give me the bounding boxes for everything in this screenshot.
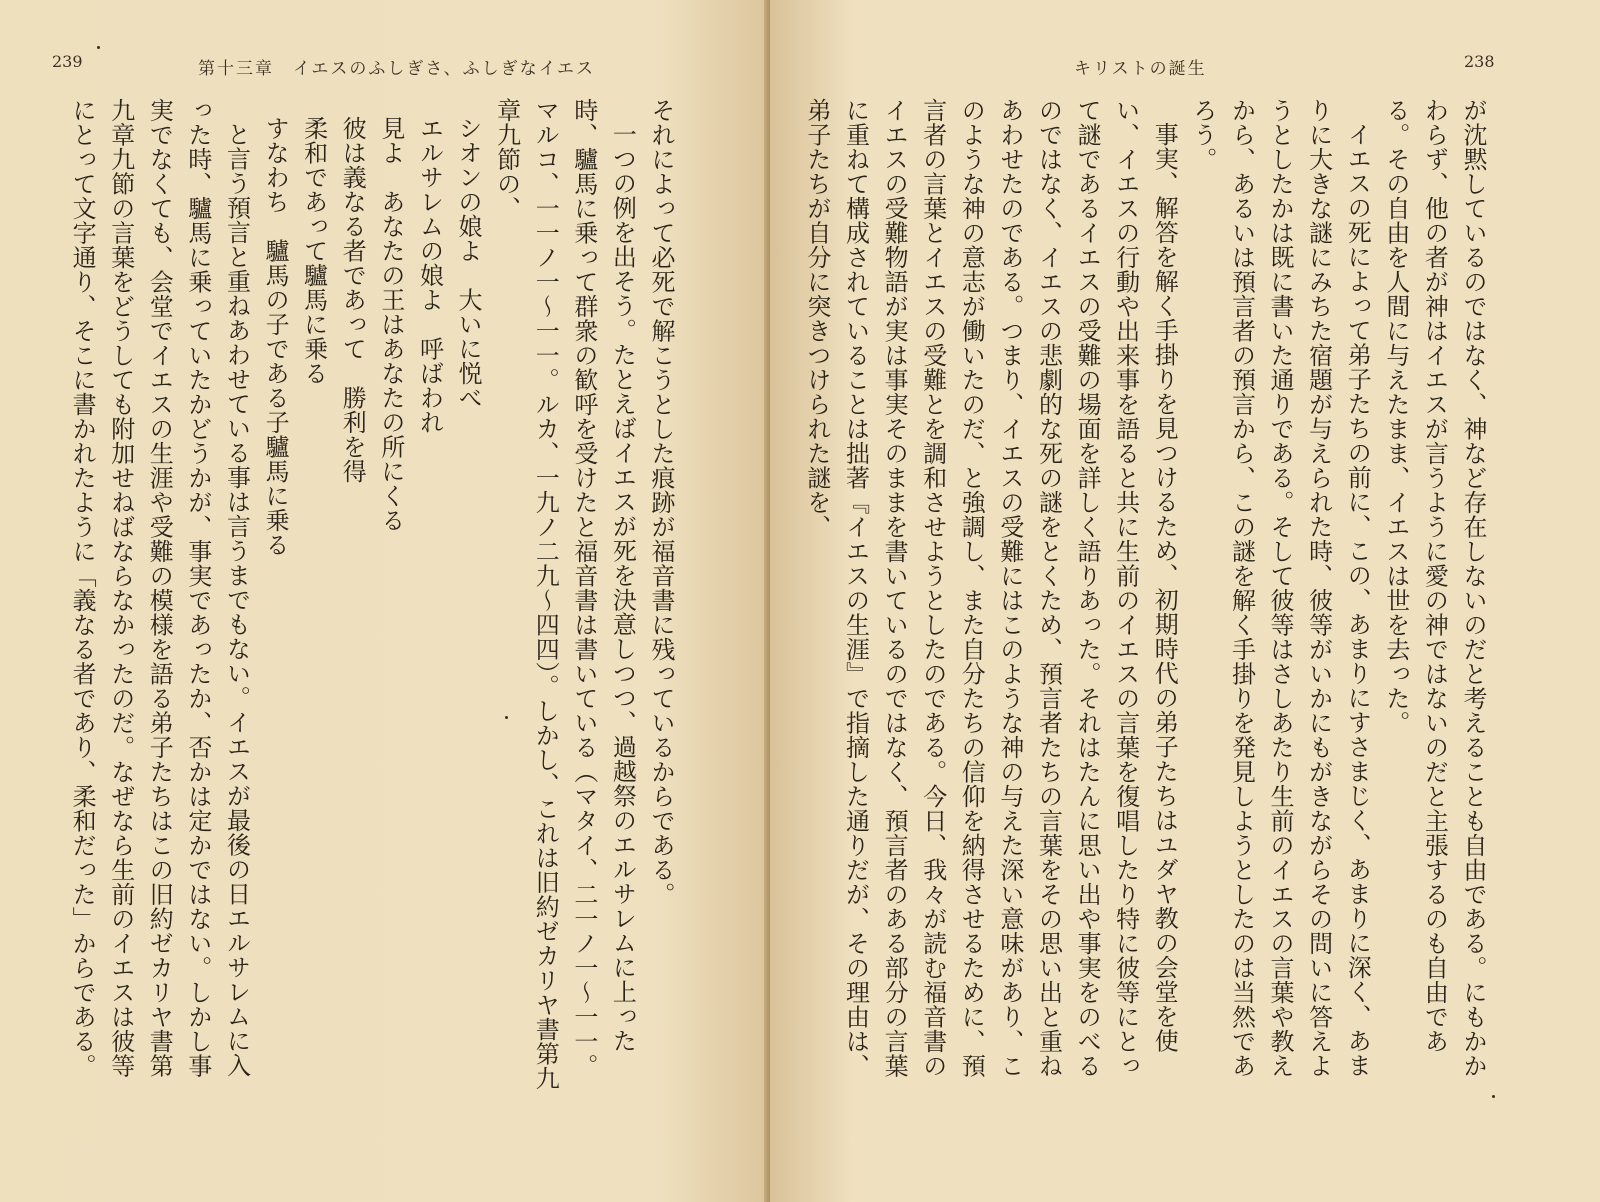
right-page-number: 238 (1464, 52, 1495, 71)
quote-line: エルサレムの娘よ 呼ばわれ (415, 116, 444, 435)
paragraph: 一つの例を出そう。たとえばイエスが死を決意しつつ、過越祭のエルサレムに上った時、驢馬に乗って群衆の歓呼を受けたと福音書は書いている（マタイ、二一ノ一〜一一。マルコ、一一ノ一〜一一。ルカ、一九ノ二九〜四四）。しかし、これは旧約ゼカリヤ書第九章九節の、 (492, 98, 637, 1091)
quote-line: シオンの娘よ 大いに悦べ (454, 116, 483, 410)
paper-speck (97, 46, 100, 49)
left-page-number: 239 (52, 52, 83, 71)
quote-line: 見よ あなたの王はあなたの所にくる (376, 116, 405, 533)
right-page (770, 0, 1600, 1202)
quote-line: 彼は義なる者であって 勝利を得 (338, 116, 367, 484)
left-body-text (63, 98, 681, 1098)
paragraph: それによって必死で解こうとした痕跡が福音書に残っているからである。 (647, 98, 675, 907)
quote-line: すなわち 驢馬の子である子驢馬に乗る (261, 116, 290, 557)
paragraph: イエスの死によって弟子たちの前に、この、あまりにすさまじく、あまりに深く、あまりに大きな謎にみちた宿題が与えられた時、彼等がいかにもがきながらその問いに答えようとしたかは既に書いた通りである。そして彼等はさしあたり生前のイエスの言葉や教えから、あるいは預言者の預言から、この謎を解く手掛りを発見しようとしたのは当然であろう。 (1188, 98, 1372, 1078)
left-page (0, 0, 770, 1202)
right-running-head: キリストの誕生 (1074, 59, 1207, 79)
paper-speck (505, 716, 508, 719)
paper-speck (1492, 1095, 1495, 1098)
right-body-text (797, 98, 1492, 1098)
quote-line: 柔和であって驢馬に乗る (299, 116, 328, 386)
paragraph: が沈黙しているのではなく、神など存在しないのだと考えることも自由である。にもかかわらず、他の者が神はイエスが言うように愛の神ではないのだと主張するのも自由である。その自由を人間に与えたまま、イエスは世を去った。 (1381, 98, 1487, 1078)
zechariah-quotation (255, 98, 487, 1098)
paragraph: と言う預言と重ねあわせている事は言うまでもない。イエスが最後の日エルサレムに入った時、驢馬に乗っていたかどうかが、事実であったか、否かは定かではない。しかし事実でなくても、会堂でイエスの生涯や受難の模様を語る弟子たちはこの旧約ゼカリヤ書第九章九節の言葉をどうしても附加せねばならなかったのだ。なぜなら生前のイエスは彼等にとって文字通り、そこに書かれたように「義なる者であり、柔和だった」からである。 (68, 98, 251, 1078)
paragraph: 事実、解答を解く手掛りを見つけるため、初期時代の弟子たちはユダヤ教の会堂を使い、イエスの行動や出来事を語ると共に生前のイエスの言葉を復唱したり特に彼等にとって謎であるイエスの受難の場面を詳しく語りあった。それはたんに思い出や事実をのべるのではなく、イエスの悲劇的な死の謎をとくため、預言者たちの言葉をその思い出と重ねあわせたのである。つまり、イエスの受難にはこのような神の与えた深い意味があり、このような神の意志が働いたのだ、と強調し、また自分たちの信仰を納得させるために、預言者の言葉とイエスの受難とを調和させようとしたのである。今日、我々が読む福音書のイエスの受難物語が実は事実そのままを書いているのではなく、預言者のある部分の言葉に重ねて構成されていることは拙著『イエスの生涯』で指摘した通りだが、その理由は、弟子たちが自分に突きつけられた謎を、 (802, 98, 1179, 1078)
left-running-head: 第十三章 イエスのふしぎさ、ふしぎなイエス (198, 59, 595, 79)
